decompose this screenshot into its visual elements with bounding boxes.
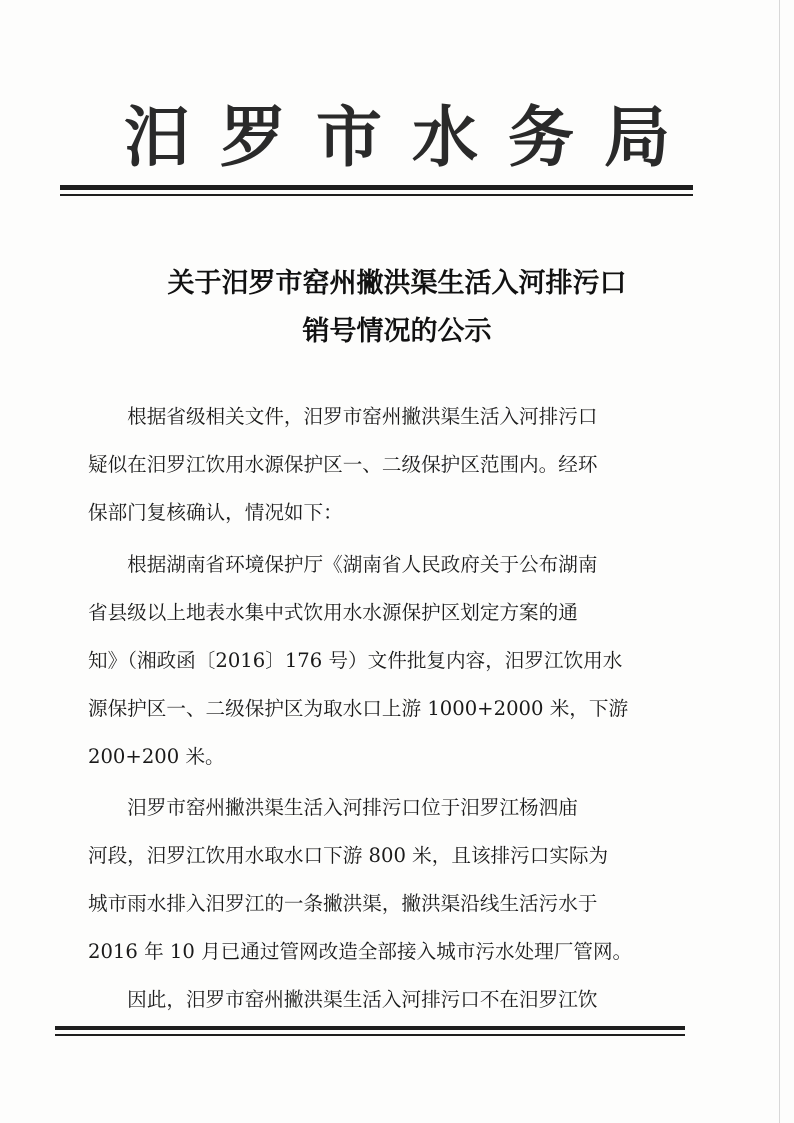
letterhead-organization: 汨罗市水务局 xyxy=(124,98,700,176)
body-line: 疑似在汨罗江饮用水源保护区一、二级保护区范围内。经环 xyxy=(88,453,598,476)
body-line: 保部门复核确认，情况如下： xyxy=(88,501,343,524)
body-line: 省县级以上地表水集中式饮用水水源保护区划定方案的通 xyxy=(88,601,578,624)
body-line: 2016 年 10 月已通过管网改造全部接入城市污水处理厂管网。 xyxy=(88,940,633,963)
body-line: 汨罗市窑州撇洪渠生活入河排污口位于汨罗江杨泗庙 xyxy=(88,796,578,819)
letterhead-rule-thin xyxy=(60,194,693,196)
body-line: 根据湖南省环境保护厅《湖南省人民政府关于公布湖南 xyxy=(88,553,598,576)
footer-rule-thin xyxy=(55,1034,685,1036)
body-line: 知》（湘政函〔2016〕176 号）文件批复内容，汨罗江饮用水 xyxy=(88,649,623,672)
body-line: 源保护区一、二级保护区为取水口上游 1000+2000 米，下游 xyxy=(88,697,629,720)
document-title-line-2: 销号情况的公示 xyxy=(302,316,492,347)
body-line: 城市雨水排入汨罗江的一条撇洪渠，撇洪渠沿线生活污水于 xyxy=(88,892,598,915)
footer-rule-thick xyxy=(55,1026,685,1030)
scan-edge-mark xyxy=(779,0,780,1123)
body-line: 200+200 米。 xyxy=(88,745,225,768)
body-line: 根据省级相关文件，汨罗市窑州撇洪渠生活入河排污口 xyxy=(88,405,598,428)
body-line: 因此，汨罗市窑州撇洪渠生活入河排污口不在汨罗江饮 xyxy=(88,988,598,1011)
body-line: 河段，汨罗江饮用水取水口下游 800 米，且该排污口实际为 xyxy=(88,844,609,867)
document-title-line-1: 关于汨罗市窑州撇洪渠生活入河排污口 xyxy=(167,268,627,299)
letterhead-rule-thick xyxy=(60,185,693,190)
